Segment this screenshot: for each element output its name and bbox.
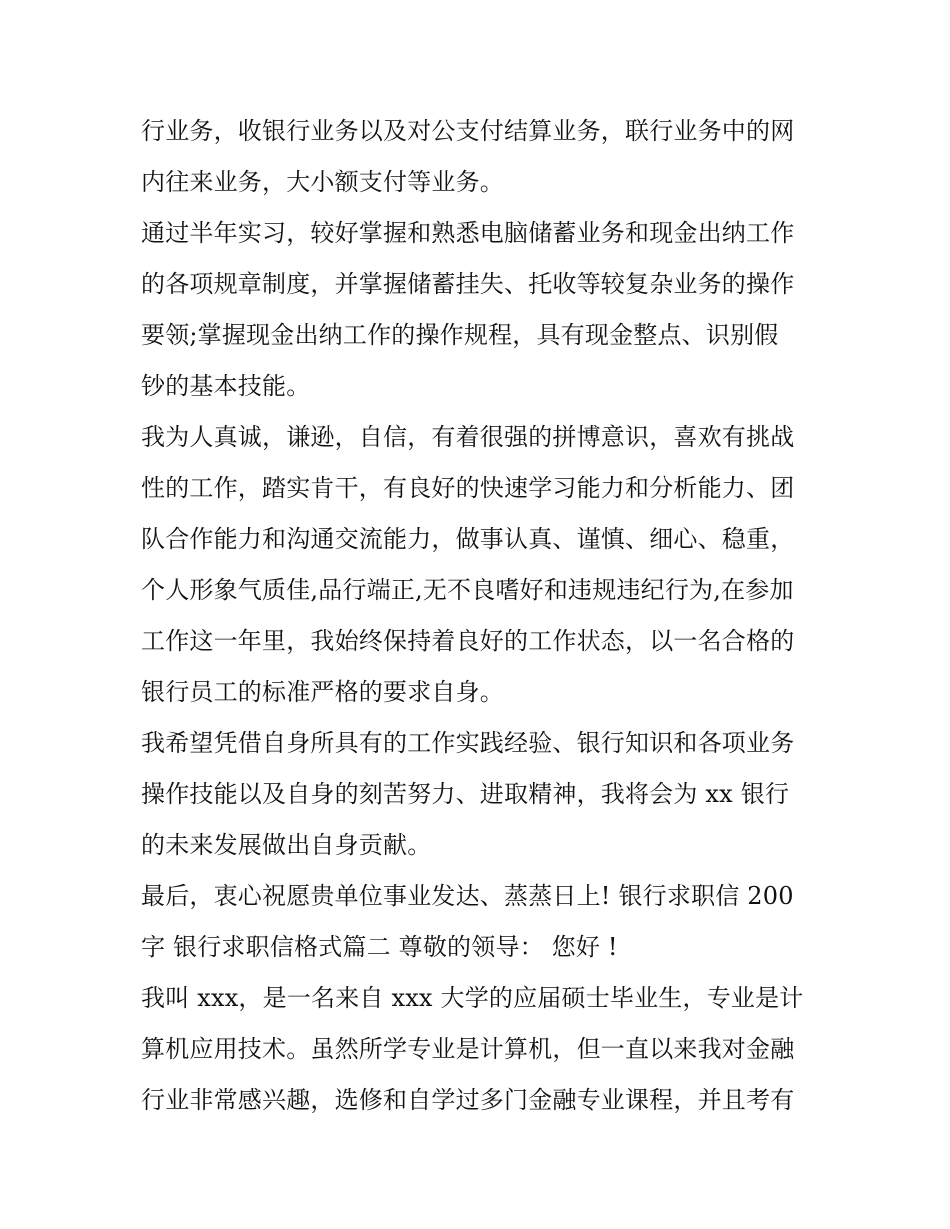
text-line: 通过半年实习，较好掌握和熟悉电脑储蓄业务和现金出纳工作 [141, 219, 795, 247]
text-line: 操作技能以及自身的刻苦努力、进取精神，我将会为 xx 银行 [141, 780, 790, 808]
text-line: 字 银行求职信格式篇二 尊敬的领导： 您好 ! [141, 933, 618, 961]
document-body [141, 106, 811, 1126]
text-line: 工作这一年里，我始终保持着良好的工作状态，以一名合格的 [141, 627, 795, 655]
text-line: 要领;掌握现金出纳工作的操作规程，具有现金整点、识别假 [141, 321, 779, 349]
text-line: 的各项规章制度，并掌握储蓄挂失、托收等较复杂业务的操作 [141, 270, 795, 298]
text-line: 内往来业务，大小额支付等业务。 [141, 168, 504, 196]
text-line: 的未来发展做出自身贡献。 [141, 831, 432, 859]
text-line: 算机应用技术。虽然所学专业是计算机，但一直以来我对金融 [141, 1035, 795, 1063]
text-line: 队合作能力和沟通交流能力，做事认真、谨慎、细心、稳重， [141, 525, 795, 553]
text-line: 钞的基本技能。 [141, 372, 311, 400]
text-line: 我为人真诚，谦逊，自信，有着很强的拼博意识，喜欢有挑战 [141, 423, 795, 451]
text-line: 最后，衷心祝愿贵单位事业发达、蒸蒸日上! 银行求职信 200 [141, 882, 794, 910]
text-line: 我叫 xxx，是一名来自 xxx 大学的应届硕士毕业生，专业是计 [141, 984, 804, 1012]
text-line: 我希望凭借自身所具有的工作实践经验、银行知识和各项业务 [141, 729, 795, 757]
text-line: 个人形象气质佳,品行端正,无不良嗜好和违规违纪行为,在参加 [141, 576, 794, 604]
text-line: 行业非常感兴趣，选修和自学过多门金融专业课程，并且考有 [141, 1086, 795, 1114]
text-line: 银行员工的标准严格的要求自身。 [141, 678, 504, 706]
text-line: 性的工作，踏实肯干，有良好的快速学习能力和分析能力、团 [141, 474, 795, 502]
text-line: 行业务，收银行业务以及对公支付结算业务，联行业务中的网 [141, 117, 795, 145]
